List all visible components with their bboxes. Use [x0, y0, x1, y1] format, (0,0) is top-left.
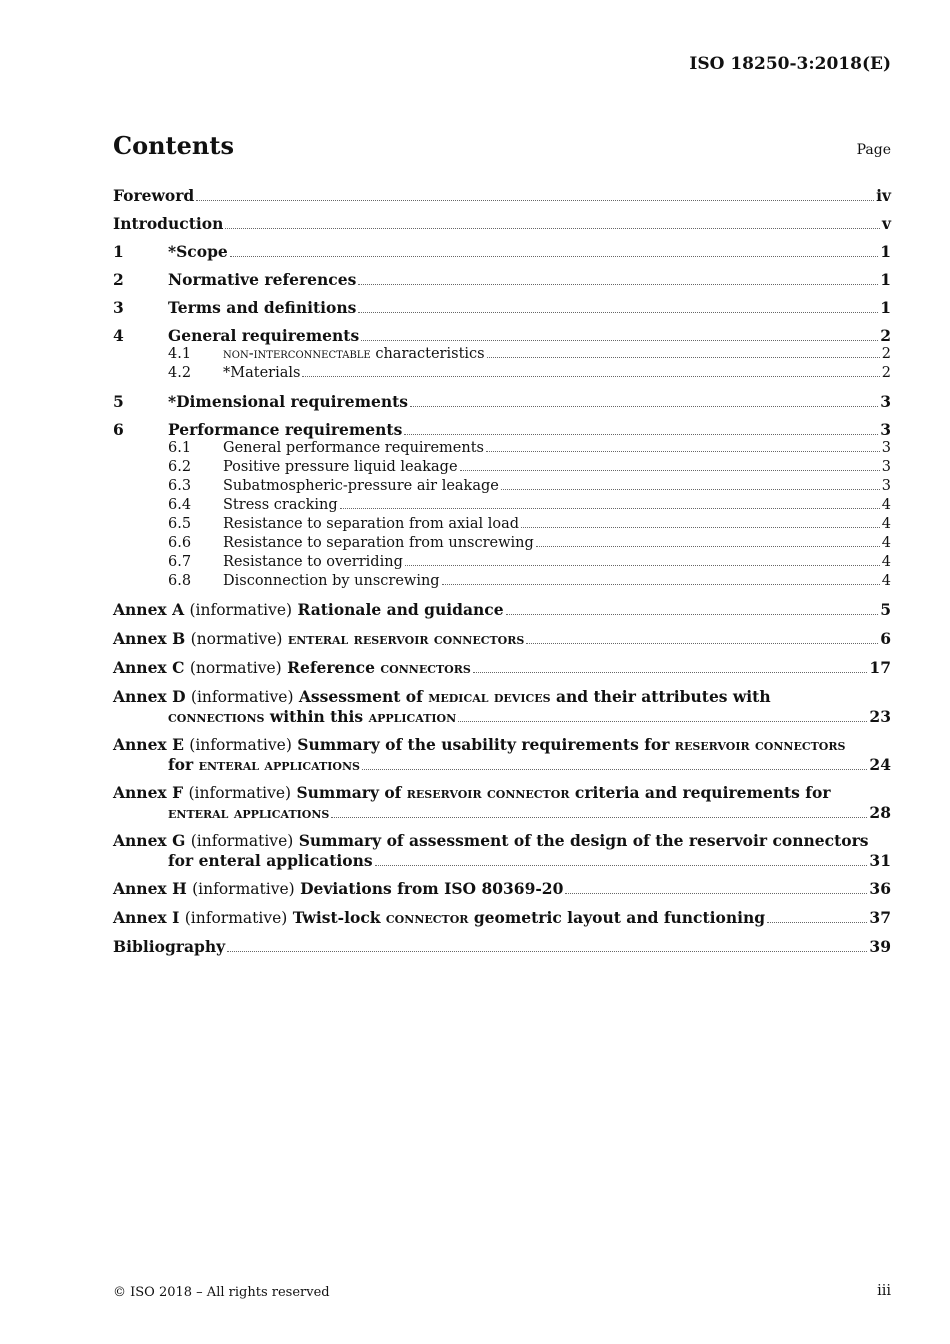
toc-entry-annex-i[interactable]: Annex I (informative) Twist-lock connector geometric layout and functioning 37 [113, 908, 891, 927]
toc-entry-annex-f[interactable]: Annex F (informative) Summary of reservoir connector criteria and requirements for enteral applications 28 [113, 783, 891, 822]
toc-entry-6-5[interactable]: 6.5 Resistance to separation from axial load 4 [168, 516, 891, 532]
toc-entry-6-1[interactable]: 6.1 General performance requirements 3 [168, 440, 891, 456]
toc-entry-4-2[interactable]: 4.2 *Materials 2 [168, 365, 891, 381]
toc-entry-clause-5[interactable]: 5 *Dimensional requirements 3 [113, 392, 891, 411]
toc-entry-clause-4[interactable]: 4 General requirements 2 [113, 326, 891, 345]
toc-entry-clause-6[interactable]: 6 Performance requirements 3 [113, 420, 891, 439]
toc-entry-annex-c[interactable]: Annex C (normative) Reference connectors 17 [113, 658, 891, 677]
toc-entry-introduction[interactable]: Introduction v [113, 214, 891, 233]
toc-entry-6-3[interactable]: 6.3 Subatmospheric-pressure air leakage 3 [168, 478, 891, 494]
toc-entry-4-1[interactable]: 4.1 non-interconnectable characteristics 2 [168, 346, 891, 362]
page-number: iii [877, 1283, 891, 1299]
contents-heading: Contents [113, 131, 234, 160]
toc-entry-annex-h[interactable]: Annex H (informative) Deviations from ISO 80369-20 36 [113, 879, 891, 898]
page-column-label: Page [856, 142, 891, 158]
toc-entry-6-8[interactable]: 6.8 Disconnection by unscrewing 4 [168, 573, 891, 589]
toc-entry-clause-2[interactable]: 2 Normative references 1 [113, 270, 891, 289]
document-code: ISO 18250-3:2018(E) [689, 54, 891, 74]
copyright-notice: © ISO 2018 – All rights reserved [113, 1285, 330, 1300]
toc-entry-annex-g[interactable]: Annex G (informative) Summary of assessment of the design of the reservoir connectors for enteral applications 31 [113, 831, 891, 870]
toc-entry-clause-3[interactable]: 3 Terms and definitions 1 [113, 298, 891, 317]
toc-entry-6-7[interactable]: 6.7 Resistance to overriding 4 [168, 554, 891, 570]
toc-entry-annex-b[interactable]: Annex B (normative) enteral reservoir connectors 6 [113, 629, 891, 648]
toc-entry-bibliography[interactable]: Bibliography 39 [113, 937, 891, 956]
toc-entry-annex-e[interactable]: Annex E (informative) Summary of the usability requirements for reservoir connectors for enteral applications 24 [113, 735, 891, 774]
toc-entry-6-2[interactable]: 6.2 Positive pressure liquid leakage 3 [168, 459, 891, 475]
toc-entry-annex-a[interactable]: Annex A (informative) Rationale and guidance 5 [113, 600, 891, 619]
toc-entry-annex-d[interactable]: Annex D (informative) Assessment of medical devices and their attributes with connections within this application 23 [113, 687, 891, 726]
table-of-contents [113, 184, 891, 956]
toc-entry-clause-1[interactable]: 1 *Scope 1 [113, 242, 891, 261]
toc-entry-6-4[interactable]: 6.4 Stress cracking 4 [168, 497, 891, 513]
toc-entry-foreword[interactable]: Foreword iv [113, 186, 891, 205]
toc-entry-6-6[interactable]: 6.6 Resistance to separation from unscrewing 4 [168, 535, 891, 551]
